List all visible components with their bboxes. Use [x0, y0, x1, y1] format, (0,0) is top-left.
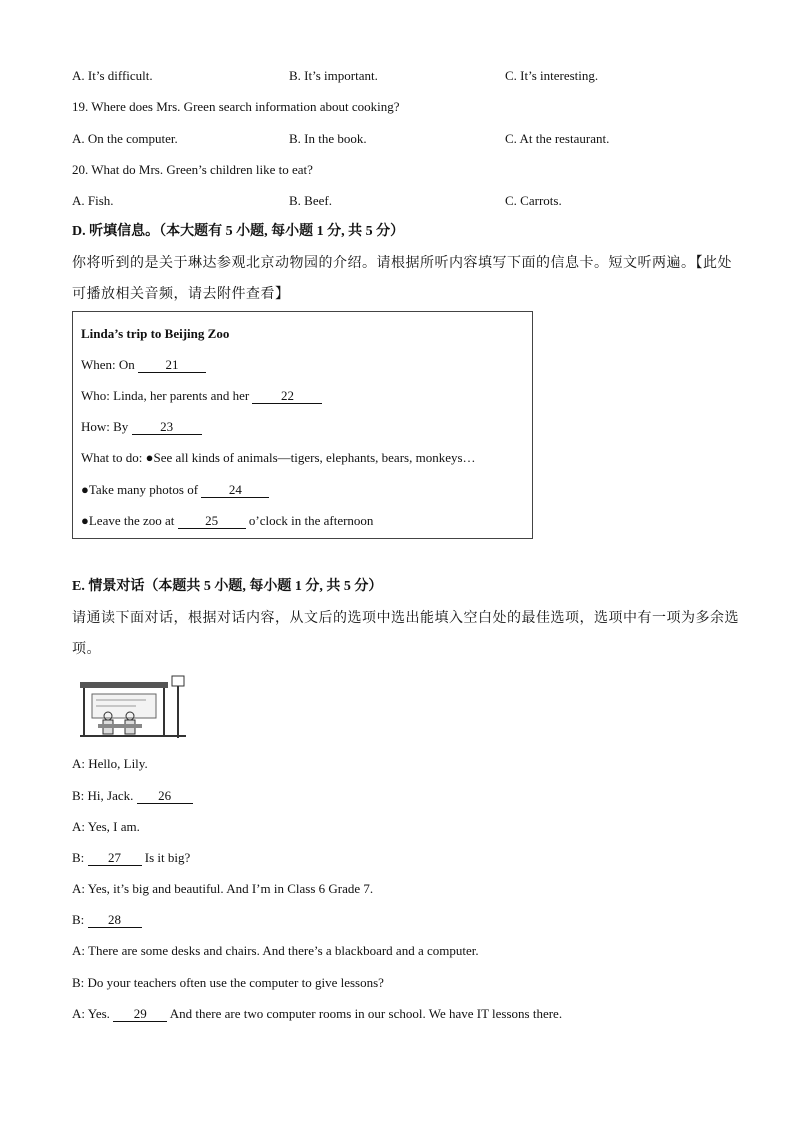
dialogue-line-9-suffix: And there are two computer rooms in our school. We have IT lessons there.: [169, 1006, 563, 1021]
section-d-intro-line1: 你将听到的是关于琳达参观北京动物园的介绍。请根据所听内容填写下面的信息卡。短文听两遍。【此处: [72, 256, 732, 271]
dialogue-line-2-text: B: Hi, Jack.: [72, 788, 134, 803]
blank-27[interactable]: 27: [88, 851, 142, 866]
card-leave-tail: o’clock in the afternoon: [248, 513, 374, 528]
dialogue-line-9: [72, 1006, 562, 1022]
q20-option-a: A. Fish.: [72, 193, 114, 208]
dialogue-line-8: B: Do your teachers often use the computer to give lessons?: [72, 975, 384, 990]
blank-26[interactable]: 26: [137, 789, 193, 804]
section-d-heading: D. 听填信息。（本大题有 5 小题, 每小题 1 分, 共 5 分）: [72, 224, 405, 239]
section-e-heading: E. 情景对话（本题共 5 小题, 每小题 1 分, 共 5 分）: [72, 579, 383, 594]
dialogue-line-6: [72, 912, 142, 928]
q18-option-c: C. It’s interesting.: [505, 68, 599, 83]
card-photos-label: ●Take many photos of: [81, 482, 199, 497]
blank-21[interactable]: 21: [138, 358, 206, 373]
dialogue-line-4: [72, 850, 190, 866]
card-when-label: When: On: [81, 357, 135, 372]
dialogue-line-6-prefix: B:: [72, 912, 85, 927]
dialogue-line-9-prefix: A: Yes.: [72, 1006, 110, 1021]
card-who-label: Who: Linda, her parents and her: [81, 388, 250, 403]
blank-22[interactable]: 22: [252, 389, 322, 404]
card-who: [81, 388, 322, 404]
card-when: [81, 357, 206, 373]
card-title: Linda’s trip to Beijing Zoo: [81, 326, 230, 341]
info-card: [72, 311, 533, 539]
q19-option-b: B. In the book.: [289, 131, 367, 146]
dialogue-line-3: A: Yes, I am.: [72, 819, 140, 834]
blank-24[interactable]: 24: [201, 483, 269, 498]
section-e-intro-line2: 项。: [72, 642, 101, 657]
section-d-intro-line2: 可播放相关音频，请去附件查看】: [72, 287, 290, 302]
section-e-intro-line1: 请通读下面对话，根据对话内容，从文后的选项中选出能填入空白处的最佳选项，选项中有一项为多余选: [72, 611, 739, 626]
card-how: [81, 419, 202, 435]
dialogue-line-4-suffix: Is it big?: [144, 850, 191, 865]
q18-option-b: B. It’s important.: [289, 68, 378, 83]
dialogue-line-5: A: Yes, it’s big and beautiful. And I’m in Class 6 Grade 7.: [72, 881, 374, 896]
q20-option-b: B. Beef.: [289, 193, 332, 208]
q19-option-a: A. On the computer.: [72, 131, 178, 146]
q19-question: 19. Where does Mrs. Green search information about cooking?: [72, 99, 400, 114]
blank-25[interactable]: 25: [178, 514, 246, 529]
q20-question: 20. What do Mrs. Green’s children like to eat?: [72, 162, 313, 177]
card-leave: [81, 513, 373, 529]
q19-option-c: C. At the restaurant.: [505, 131, 610, 146]
classroom-illustration: [76, 672, 188, 740]
q18-option-a: A. It’s difficult.: [72, 68, 153, 83]
card-how-label: How: By: [81, 419, 129, 434]
dialogue-line-7: A: There are some desks and chairs. And there’s a blackboard and a computer.: [72, 943, 479, 958]
q20-option-c: C. Carrots.: [505, 193, 562, 208]
dialogue-line-1: A: Hello, Lily.: [72, 756, 148, 771]
card-what: What to do: ●See all kinds of animals—tigers, elephants, bears, monkeys…: [81, 450, 476, 465]
card-photos: [81, 482, 269, 498]
blank-28[interactable]: 28: [88, 913, 142, 928]
dialogue-line-4-prefix: B:: [72, 850, 85, 865]
blank-23[interactable]: 23: [132, 420, 202, 435]
dialogue-line-2: [72, 788, 193, 804]
blank-29[interactable]: 29: [113, 1007, 167, 1022]
card-leave-label: ●Leave the zoo at: [81, 513, 175, 528]
